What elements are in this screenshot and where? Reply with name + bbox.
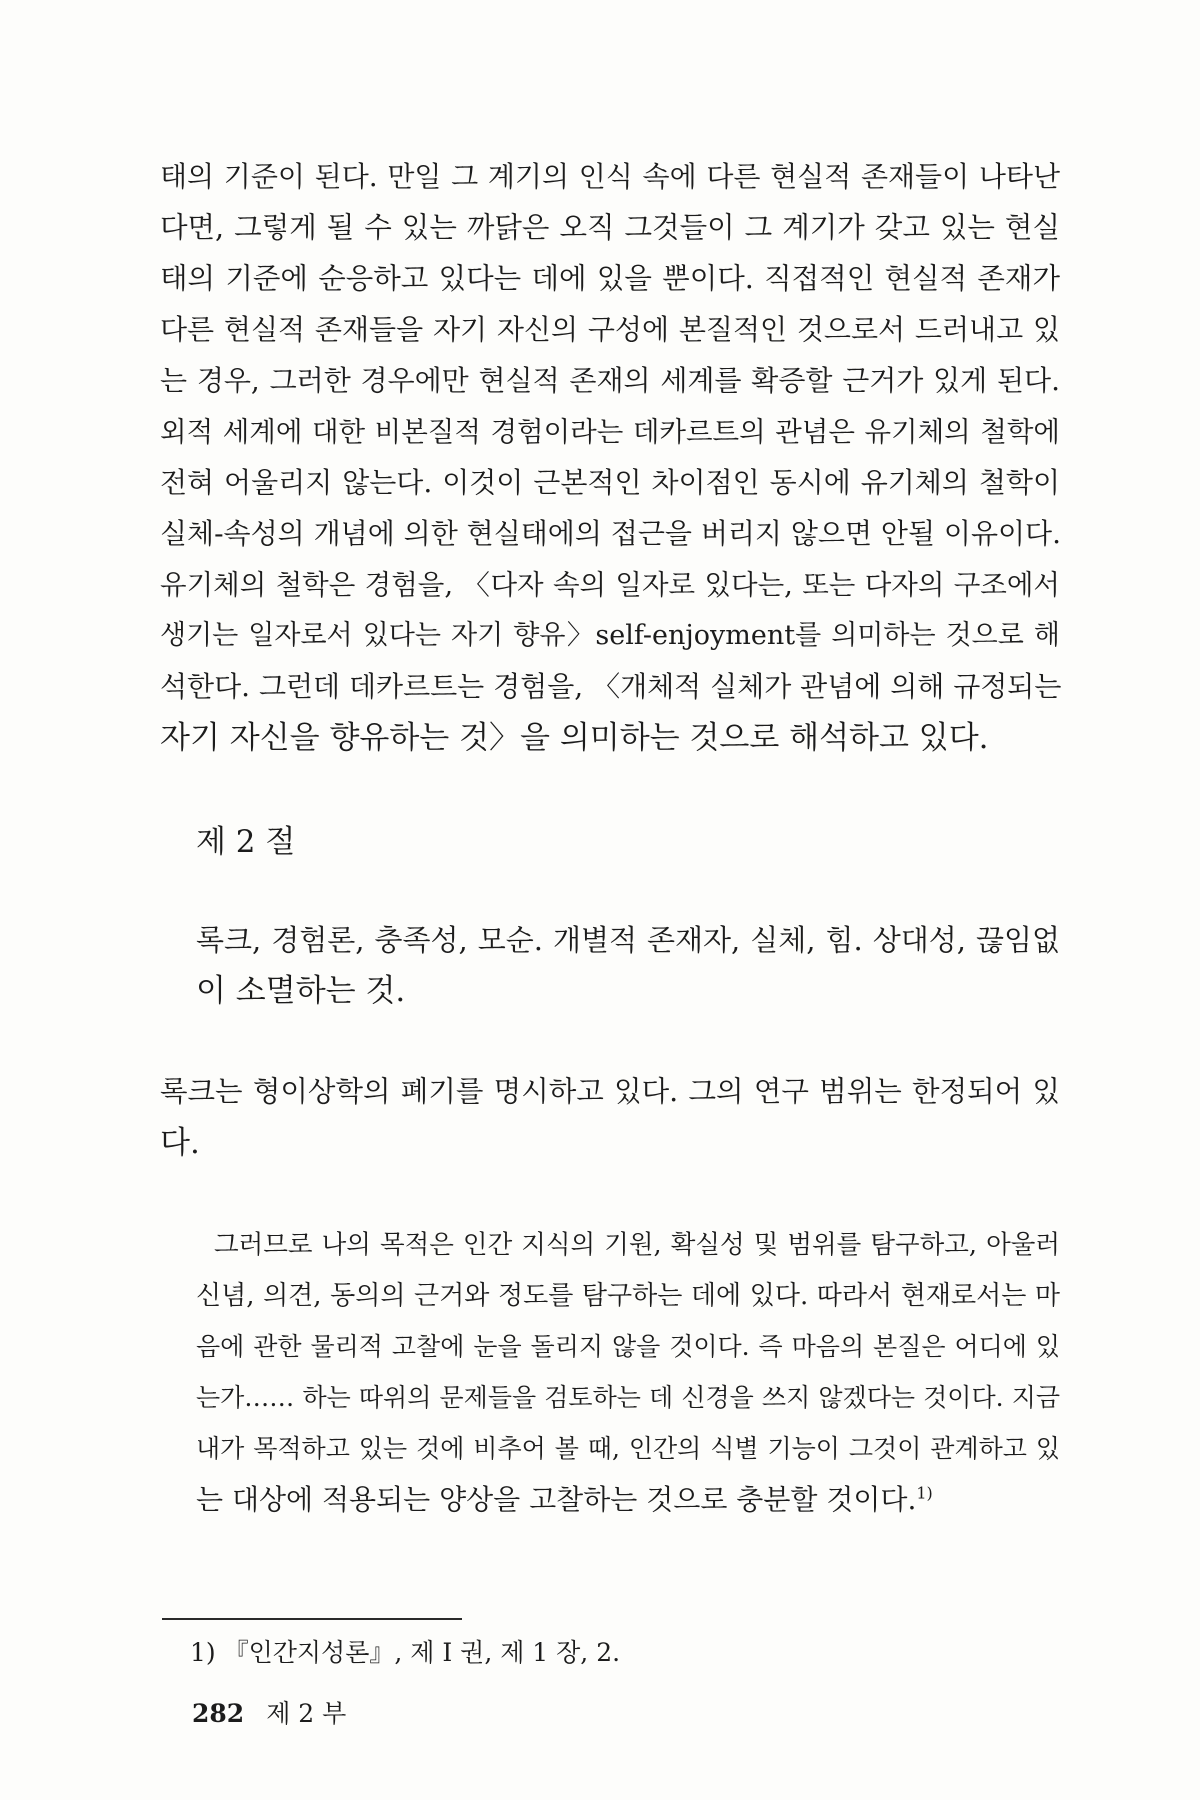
body-line: 석한다. 그런데 데카르트는 경험을, 〈개체적 실체가 관념에 의해 규정되는 (160, 670, 1062, 703)
summary-line: 록크, 경험론, 충족성, 모순. 개별적 존재자, 실체, 힘. 상대성, 끊임없 (196, 923, 1060, 957)
quote-line: 신념, 의견, 동의의 근거와 정도를 탐구하는 데에 있다. 따라서 현재로서는 마 (196, 1281, 1060, 1311)
body-line: 는 경우, 그러한 경우에만 현실적 존재의 세계를 확증할 근거가 있게 된다. (160, 364, 1060, 397)
quote-line: 내가 목적하고 있는 것에 비추어 볼 때, 인간의 식별 기능이 그것이 관계하고 있 (196, 1434, 1060, 1463)
quote-line-text: 는 대상에 적용되는 양상을 고찰하는 것으로 충분할 것이다. (196, 1483, 917, 1516)
intro-line: 록크는 형이상학의 폐기를 명시하고 있다. 그의 연구 범위는 한정되어 있 (160, 1075, 1060, 1108)
section-heading: 제 2 절 (196, 824, 296, 860)
quote-line: 는가…… 하는 따위의 문제들을 검토하는 데 신경을 쓰지 않겠다는 것이다. 지금 (196, 1383, 1060, 1412)
quote-line-last (196, 1480, 1060, 1520)
body-line: 실체-속성의 개념에 의한 현실태에의 접근을 버리지 않으면 안될 이유이다. (160, 517, 1062, 550)
intro-line: 다. (160, 1125, 200, 1161)
quote-line: 음에 관한 물리적 고찰에 눈을 돌리지 않을 것이다. 즉 마음의 본질은 어디에 있 (196, 1332, 1060, 1361)
footnote-marker[interactable]: 1) (916, 1483, 933, 1503)
body-line: 생기는 일자로서 있다는 자기 향유〉self-enjoyment를 의미하는 것으로 해 (160, 620, 1060, 651)
body-line: 태의 기준이 된다. 만일 그 계기의 인식 속에 다른 현실적 존재들이 나타난 (160, 160, 1060, 193)
body-line: 자기 자신을 향유하는 것〉을 의미하는 것으로 해석하고 있다. (160, 720, 989, 756)
body-line: 유기체의 철학은 경험을, 〈다자 속의 일자로 있다는, 또는 다자의 구조에서 (160, 569, 1060, 601)
body-line: 다른 현실적 존재들을 자기 자신의 구성에 본질적인 것으로서 드러내고 있 (160, 313, 1060, 346)
part-label: 제 2 부 (266, 1699, 347, 1728)
body-line: 외적 세계에 대한 비본질적 경험이라는 데카르트의 관념은 유기체의 철학에 (160, 416, 1060, 448)
body-line: 태의 기준에 순응하고 있다는 데에 있을 뿐이다. 직접적인 현실적 존재가 (160, 262, 1060, 295)
page-footer (192, 1697, 346, 1731)
body-line: 전혀 어울리지 않는다. 이것이 근본적인 차이점인 동시에 유기체의 철학이 (160, 466, 1060, 499)
page-number: 282 (192, 1699, 245, 1728)
quote-line: 그러므로 나의 목적은 인간 지식의 기원, 확실성 및 범위를 탐구하고, 아울러 (214, 1230, 1060, 1260)
body-line: 다면, 그렇게 될 수 있는 까닭은 오직 그것들이 그 계기가 갖고 있는 현실 (160, 211, 1060, 244)
footnote: 1) 『인간지성론』, 제 I 권, 제 1 장, 2. (190, 1638, 621, 1667)
summary-line: 이 소멸하는 것. (196, 973, 406, 1009)
footnote-divider (162, 1618, 462, 1620)
